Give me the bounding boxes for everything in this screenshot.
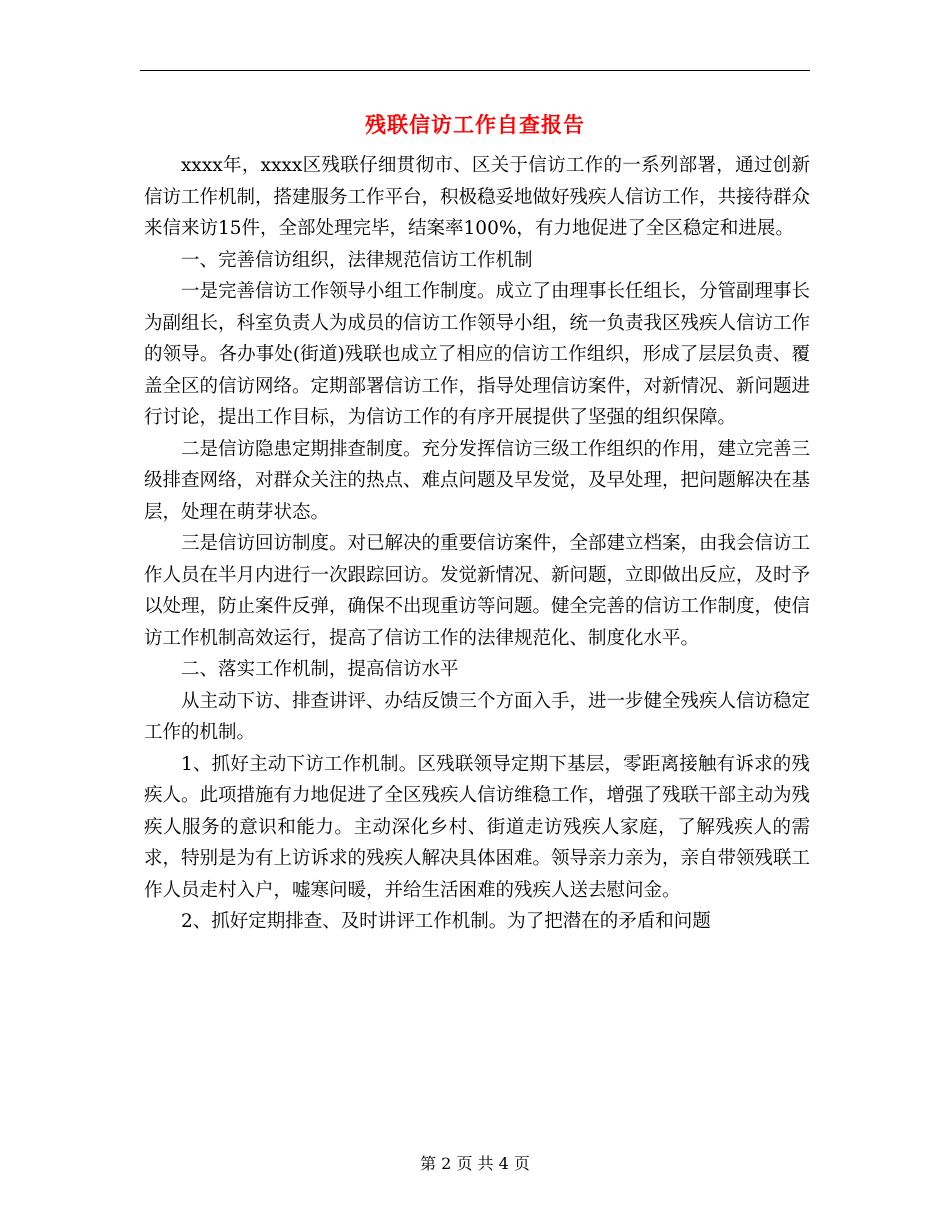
intro-paragraph: xxxx年，xxxx区残联仔细贯彻市、区关于信访工作的一系列部署，通过创新信访工作机制，搭建服务工作平台，积极稳妥地做好残疾人信访工作，共接待群众来信来访15件，全部处理完毕，结案率100%，有力地促进了全区稳定和进展。: [144, 155, 811, 239]
body-paragraph: 三是信访回访制度。对已解决的重要信访案件，全部建立档案，由我会信访工作人员在半月内进行一次跟踪回访。发觉新情况、新问题，立即做出反应，及时予以处理，防止案件反弹，确保不出现重访等问题。健全完善的信访工作制度，使信访工作机制高效运行，提高了信访工作的法律规范化、制度化水平。: [144, 533, 811, 649]
body-paragraph: 1、抓好主动下访工作机制。区残联领导定期下基层，零距离接触有诉求的残疾人。此项措施有力地促进了全区残疾人信访维稳工作，增强了残联干部主动为残疾人服务的意识和能力。主动深化乡村、街道走访残疾人家庭，了解残疾人的需求，特别是为有上访诉求的残疾人解决具体困难。领导亲力亲为，亲自带领残联工作人员走村入户，嘘寒问暖，并给生活困难的残疾人送去慰问金。: [144, 753, 811, 901]
section-heading-2: 二、落实工作机制，提高信访水平: [181, 659, 459, 680]
document-body: [144, 150, 810, 938]
section-heading-1: 一、完善信访组织，法律规范信访工作机制: [181, 249, 533, 271]
body-paragraph: 从主动下访、排查讲评、办结反馈三个方面入手，进一步健全残疾人信访稳定工作的机制。: [144, 690, 811, 743]
body-paragraph: 2、抓好定期排查、及时讲评工作机制。为了把潜在的矛盾和问题: [181, 911, 711, 932]
page-number-footer: 第 2 页 共 4 页: [420, 1154, 530, 1173]
body-paragraph: 二是信访隐患定期排查制度。充分发挥信访三级工作组织的作用，建立完善三级排查网络，对群众关注的热点、难点问题及早发觉，及早处理，把问题解决在基层，处理在萌芽状态。: [144, 438, 811, 523]
body-paragraph: 一是完善信访工作领导小组工作制度。成立了由理事长任组长，分管副理事长为副组长，科室负责人为成员的信访工作领导小组，统一负责我区残疾人信访工作的领导。各办事处(街道)残联也成立了相应的信访工作组织，形成了层层负责、覆盖全区的信访网络。定期部署信访工作，指导处理信访案件，对新情况、新问题进行讨论，提出工作目标，为信访工作的有序开展提供了坚强的组织保障。: [144, 281, 811, 428]
document-title: 残联信访工作自查报告: [365, 112, 585, 137]
header-rule: [140, 70, 810, 71]
